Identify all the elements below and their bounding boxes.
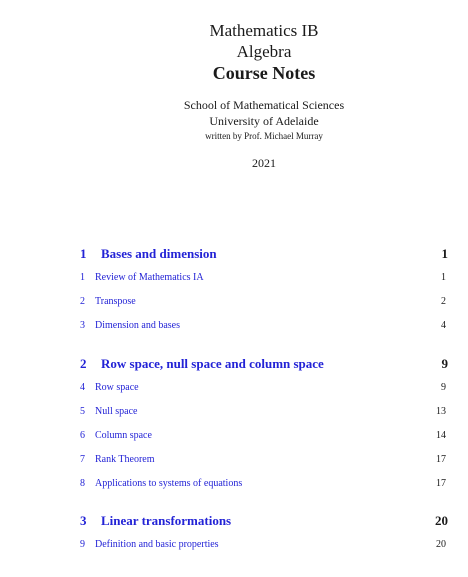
toc-section-number: 7 [80, 454, 85, 465]
toc-section-page: 17 [436, 454, 446, 465]
course-subject: Algebra [236, 42, 292, 61]
school-name: School of Mathematical Sciences [183, 98, 345, 112]
toc-chapter-page: 20 [435, 513, 448, 528]
toc-section-title[interactable]: Definition and basic properties [95, 539, 219, 550]
toc-section-page: 17 [436, 478, 446, 489]
toc-section-number: 6 [80, 430, 85, 441]
toc-section-title[interactable]: Transpose [95, 296, 136, 307]
toc-section-page: 4 [441, 320, 446, 331]
toc-chapter-page: 9 [441, 356, 448, 371]
toc-chapter-title[interactable]: Row space, null space and column space [101, 356, 324, 371]
toc-chapter-number: 3 [80, 513, 87, 528]
toc-section-page: 2 [441, 296, 446, 307]
toc-chapter-number: 1 [80, 246, 87, 261]
toc-chapter-title[interactable]: Linear transformations [101, 513, 232, 528]
toc-section-number: 5 [80, 406, 85, 417]
toc-section-page: 9 [441, 382, 446, 393]
toc-section-title[interactable]: Dimension and bases [95, 320, 180, 331]
course-name: Mathematics IB [209, 21, 319, 40]
toc-section-title[interactable]: Rank Theorem [95, 454, 155, 465]
toc-section-title[interactable]: Review of Mathematics IA [95, 272, 204, 283]
toc-section-title[interactable]: Row space [95, 382, 139, 393]
toc-section-number: 9 [80, 539, 85, 550]
toc-section-page: 14 [436, 430, 446, 441]
title-block [0, 20, 468, 171]
author-line: written by Prof. Michael Murray [205, 131, 323, 141]
toc-section-page: 1 [441, 272, 446, 283]
toc-section-page: 13 [436, 406, 446, 417]
university-name: University of Adelaide [209, 114, 319, 128]
toc-section-title[interactable]: Null space [95, 406, 138, 417]
toc-section-number: 2 [80, 296, 85, 307]
toc-section-number: 1 [80, 272, 85, 283]
toc-section-title[interactable]: Applications to systems of equations [95, 478, 243, 489]
toc-section-page: 20 [436, 539, 446, 550]
document-title: Course Notes [212, 63, 316, 83]
toc-chapter-title[interactable]: Bases and dimension [101, 246, 217, 261]
toc-section-number: 4 [80, 382, 85, 393]
toc-chapter-number: 2 [80, 356, 87, 371]
year: 2021 [252, 156, 276, 170]
toc-section-number: 8 [80, 478, 85, 489]
toc-section-number: 3 [80, 320, 85, 331]
toc-section-title[interactable]: Column space [95, 430, 152, 441]
toc-chapter-page: 1 [441, 246, 448, 261]
